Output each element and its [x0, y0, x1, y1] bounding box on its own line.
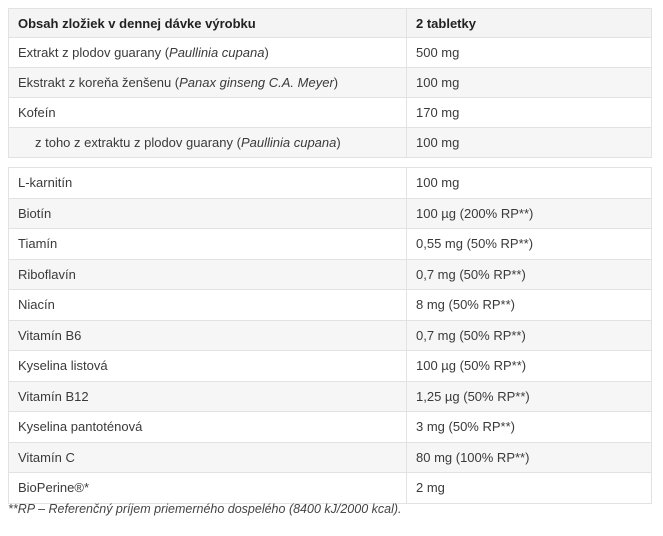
ingredient-value: 100 mg	[407, 168, 652, 199]
ingredient-name: Tiamín	[9, 229, 407, 260]
ingredient-value: 0,7 mg (50% RP**)	[407, 259, 652, 290]
ingredient-name: Vitamín B6	[9, 320, 407, 351]
table-row	[9, 68, 652, 98]
table-row	[9, 290, 652, 321]
table-row	[9, 168, 652, 199]
ingredient-name: Vitamín B12	[9, 381, 407, 412]
table-row	[9, 412, 652, 443]
ingredient-value: 100 µg (50% RP**)	[407, 351, 652, 382]
ingredient-name: Vitamín C	[9, 442, 407, 473]
table-row	[9, 351, 652, 382]
table-row	[9, 98, 652, 128]
table-row	[9, 381, 652, 412]
ingredient-value: 100 mg	[407, 68, 652, 98]
table-row	[9, 128, 652, 158]
ingredient-name: Extrakt z plodov guarany (Paullinia cupana)	[9, 38, 407, 68]
ingredient-value: 80 mg (100% RP**)	[407, 442, 652, 473]
ingredient-name: Kofeín	[9, 98, 407, 128]
footnote: **RP – Referenčný príjem priemerného dospelého (8400 kJ/2000 kcal).	[8, 502, 402, 516]
ingredient-name: BioPerine®*	[9, 473, 407, 504]
ingredient-value: 100 mg	[407, 128, 652, 158]
ingredient-value: 8 mg (50% RP**)	[407, 290, 652, 321]
ingredient-name: Ekstrakt z koreňa ženšenu (Panax ginseng C.A. Meyer)	[9, 68, 407, 98]
ingredient-name: Biotín	[9, 198, 407, 229]
ingredient-name: z toho z extraktu z plodov guarany (Paullinia cupana)	[9, 128, 407, 158]
ingredient-value: 1,25 µg (50% RP**)	[407, 381, 652, 412]
table-row	[9, 473, 652, 504]
ingredients-table	[8, 8, 652, 158]
ingredient-value: 170 mg	[407, 98, 652, 128]
table-row	[9, 442, 652, 473]
table-row	[9, 229, 652, 260]
header-dose: 2 tabletky	[407, 9, 652, 38]
table-row	[9, 259, 652, 290]
ingredient-value: 3 mg (50% RP**)	[407, 412, 652, 443]
ingredient-name: Kyselina listová	[9, 351, 407, 382]
ingredient-name: Kyselina pantoténová	[9, 412, 407, 443]
nutrition-tables	[8, 8, 651, 504]
ingredient-value: 0,7 mg (50% RP**)	[407, 320, 652, 351]
table-row	[9, 320, 652, 351]
ingredient-value: 2 mg	[407, 473, 652, 504]
ingredient-value: 500 mg	[407, 38, 652, 68]
table-row	[9, 38, 652, 68]
ingredient-name: L-karnitín	[9, 168, 407, 199]
ingredient-value: 0,55 mg (50% RP**)	[407, 229, 652, 260]
ingredient-value: 100 µg (200% RP**)	[407, 198, 652, 229]
table-row	[9, 198, 652, 229]
header-ingredients: Obsah zložiek v dennej dávke výrobku	[9, 9, 407, 38]
vitamins-table	[8, 167, 652, 504]
ingredient-name: Riboflavín	[9, 259, 407, 290]
ingredient-name: Niacín	[9, 290, 407, 321]
table-header-row	[9, 9, 652, 38]
